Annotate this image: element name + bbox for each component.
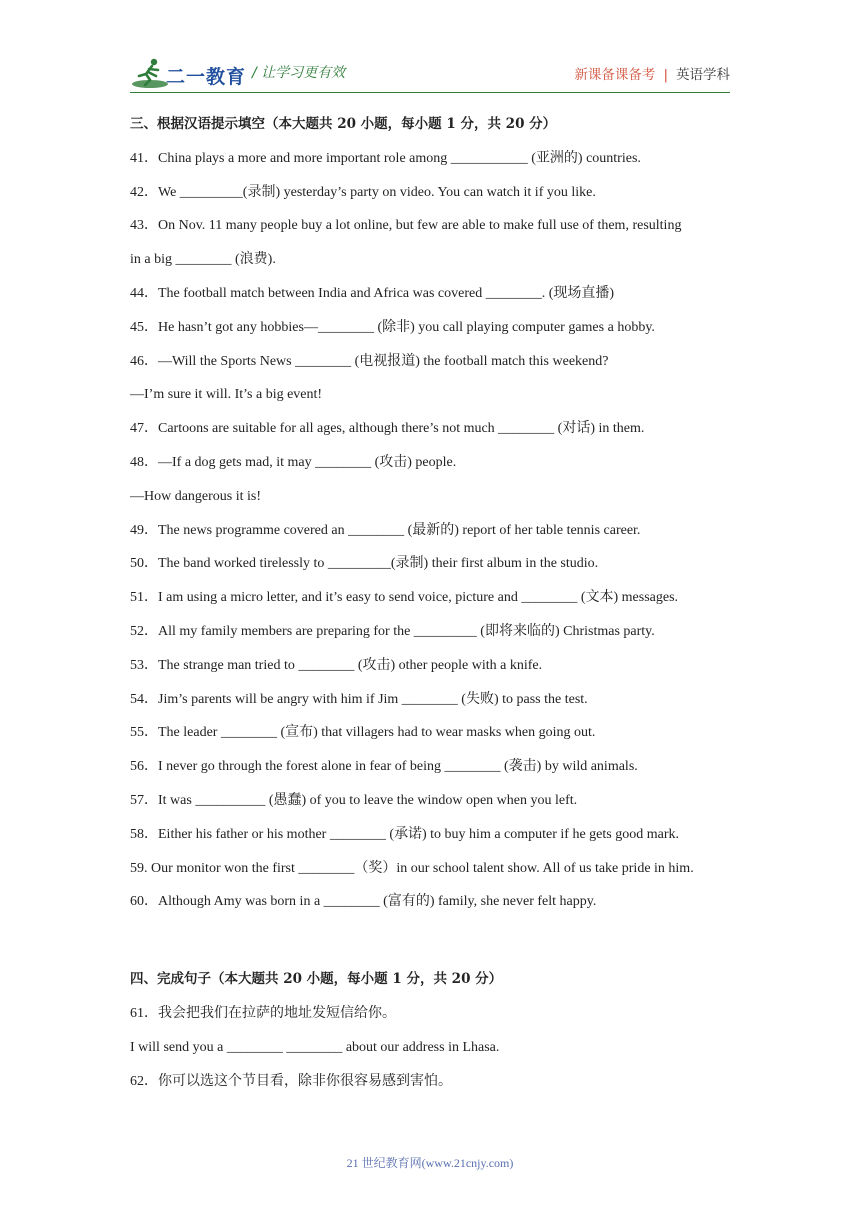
page-footer: 21 世纪教育网(www.21cnjy.com)	[346, 1156, 514, 1170]
question-line: 56．I never go through the forest alone in fear of being ________ (袭击) by wild animals.	[130, 759, 638, 775]
logo-text: 二一教育	[166, 66, 247, 88]
header-separator: |	[663, 67, 668, 83]
slogan: / 让学习更有效	[252, 65, 346, 81]
section-gap	[130, 919, 740, 963]
question-line: 45．He hasn’t got any hobbies—________ (除非) you call playing computer games a hobby.	[130, 319, 655, 335]
section-fill-in	[130, 142, 740, 919]
question-line: 61．我会把我们在拉萨的地址发短信给你。	[130, 1005, 396, 1021]
question-line: 49．The news programme covered an ________ (最新的) report of her table tennis career.	[130, 522, 641, 538]
question-line: 43．On Nov. 11 many people buy a lot online, but few are able to make full use of them, resulting	[130, 218, 682, 234]
header-subject-label: 英语学科	[676, 67, 730, 83]
question-line: 42．We _________(录制) yesterday’s party on video. You can watch it if you like.	[130, 184, 596, 200]
runner-logo-icon	[130, 56, 170, 90]
question-line: 58．Either his father or his mother ________ (承诺) to buy him a computer if he gets good mark.	[130, 826, 680, 842]
question-line: 55．The leader ________ (宣布) that villagers had to wear masks when going out.	[130, 725, 596, 741]
question-line: 50．The band worked tirelessly to _________(录制) their first album in the studio.	[130, 556, 599, 572]
section-title-complete-sentences: 四、完成句子（本大题共 20 小题，每小题 1 分，共 20 分）	[130, 971, 503, 988]
question-line: 44．The football match between India and Africa was covered ________. (现场直播)	[130, 285, 615, 301]
question-line: —I’m sure it will. It’s a big event!	[130, 387, 323, 403]
question-line: 62．你可以选这个节目看，除非你很容易感到害怕。	[130, 1073, 452, 1089]
section-title-fill-in: 三、根据汉语提示填空（本大题共 20 小题，每小题 1 分，共 20 分）	[130, 116, 557, 132]
question-line: 47．Cartoons are suitable for all ages, although there’s not much ________ (对话) in them.	[130, 421, 645, 437]
question-line: 46．—Will the Sports News ________ (电视报道) the football match this weekend?	[130, 353, 609, 369]
question-line: 48．—If a dog gets mad, it may ________ (攻击) people.	[130, 454, 457, 470]
section-complete-sentences	[130, 997, 740, 1098]
header-subject	[574, 63, 730, 83]
question-line: 54．Jim’s parents will be angry with him if Jim ________ (失败) to pass the test.	[130, 691, 588, 707]
question-line: 60．Although Amy was born in a ________ (富有的) family, she never felt happy.	[130, 894, 597, 910]
header-course-label: 新课备课备考	[574, 67, 656, 83]
document-body	[130, 108, 740, 1098]
question-line: 41．China plays a more and more important role among ___________ (亚洲的) countries.	[130, 150, 641, 166]
header-divider	[130, 92, 730, 93]
logo	[130, 56, 260, 90]
question-line: 57．It was __________ (愚蠢) of you to leave the window open when you left.	[130, 792, 578, 808]
question-line: 53．The strange man tried to ________ (攻击) other people with a knife.	[130, 657, 543, 673]
question-line: —How dangerous it is!	[130, 488, 262, 504]
question-line: 59. Our monitor won the first ________（奖）in our school talent show. All of us take pride in him.	[130, 860, 694, 876]
page-header	[130, 56, 730, 90]
question-line: I will send you a ________ ________ about our address in Lhasa.	[130, 1039, 500, 1055]
question-line: in a big ________ (浪费).	[130, 252, 276, 268]
question-line: 51．I am using a micro letter, and it’s easy to send voice, picture and ________ (文本) messages.	[130, 590, 679, 606]
question-line: 52．All my family members are preparing for the _________ (即将来临的) Christmas party.	[130, 623, 655, 639]
